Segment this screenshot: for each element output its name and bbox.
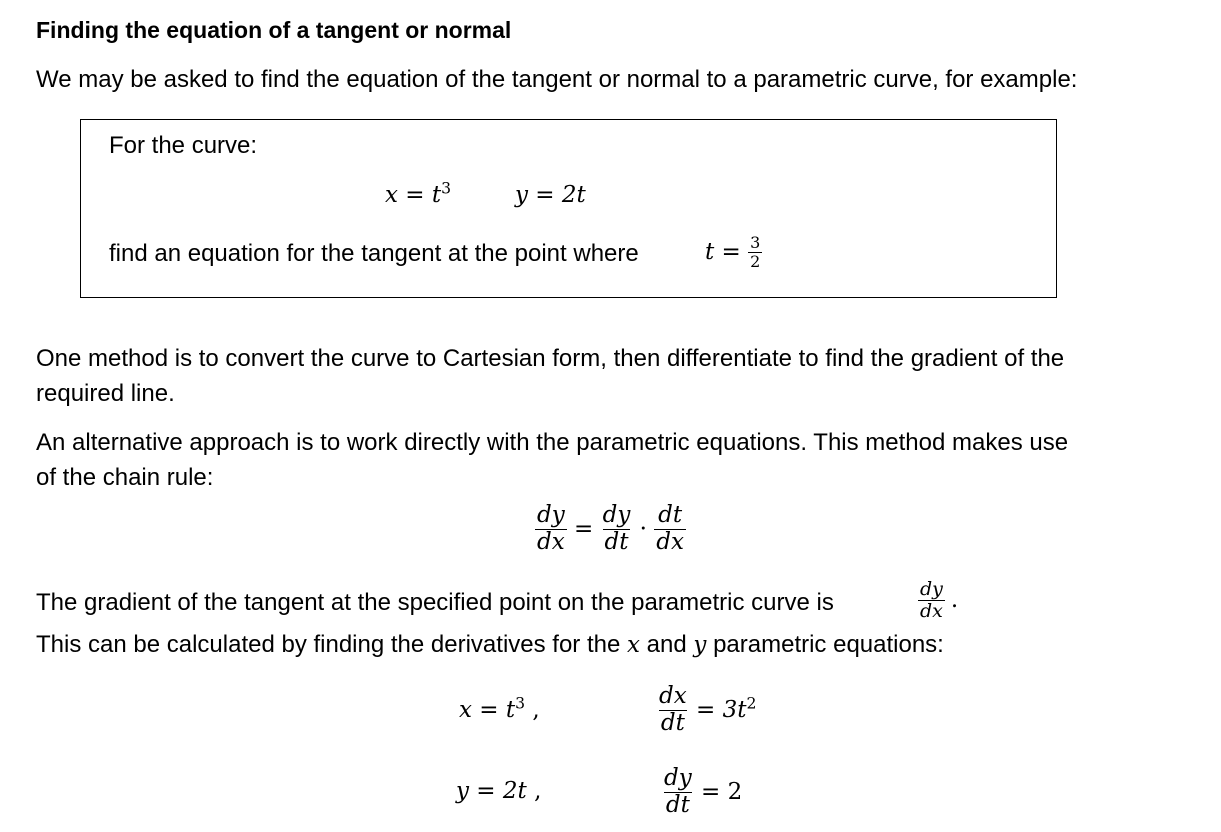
chain-rule-formula: $\frac{dy}{dx}$ = $\frac{dy}{dt}$ · $\frac{dt}{dx}$ [537,502,684,555]
dy-dx-fraction [918,579,945,622]
dxdt-value: $3t^2$ [722,693,757,723]
y-variable: y [693,632,707,658]
denominator: dt [660,709,685,736]
y-equation: y = 2t , [456,778,542,804]
denominator: dx [656,528,684,555]
x-variable: x [385,182,398,208]
y-variable: y [515,182,528,208]
t-condition: t = $\frac{3}{2}$ [705,232,761,271]
t-variable: t [705,239,715,265]
derivatives-before: This can be calculated by finding the derivatives for the [36,631,621,658]
method2-line1: An alternative approach is to work directly with the parametric equations. This method makes use [36,429,1069,456]
fraction-three-halves [748,234,762,270]
numerator: dy [537,502,565,529]
numerator: dy [664,765,692,792]
numerator: dy [602,502,631,529]
numerator: 3 [750,232,761,252]
derivatives-text [36,627,944,663]
dydt-value: 2 [727,779,743,805]
dy-dt-fraction [601,503,633,555]
exponent: 3 [441,178,452,198]
denominator: 2 [750,251,761,271]
dy-dx-fraction [535,503,567,555]
x-variable: x [627,632,640,658]
denominator: dx [537,528,565,555]
example-x-equation: $x = t^3$ [385,178,452,208]
example-label: For the curve: [109,132,258,159]
t-variable: t [431,182,442,208]
method1-line1: One method is to convert the curve to Cartesian form, then differentiate to find the gradient of the [36,345,1065,372]
dt-dx-fraction [654,503,686,555]
example-y-equation: y = 2t [515,182,586,208]
t-variable: t [505,697,516,723]
numerator: dy [920,577,943,600]
denominator: dt [604,528,629,555]
y-variable: y [456,778,469,804]
y-value: 2t [502,778,527,804]
dy-dt-fraction [662,766,694,818]
x-equation: $x = t^3$ , [459,693,540,723]
dx-dt-fraction [657,684,689,736]
dxdt-equation: $\frac{dx}{dt}$ = $3t^2$ [659,683,757,736]
method2-line2: of the chain rule: [36,464,214,491]
numerator: dx [659,683,687,710]
denominator: dt [665,791,690,818]
method1-line2: required line. [36,380,175,407]
gradient-text: The gradient of the tangent at the specified point on the parametric curve is [36,589,834,616]
x-variable: x [459,697,472,723]
find-text: find an equation for the tangent at the point where [109,240,639,267]
numerator: dt [658,502,683,529]
y-value: 2t [561,182,586,208]
exponent: 3 [515,693,526,713]
derivatives-after: parametric equations: [713,631,944,658]
page-title: Finding the equation of a tangent or normal [36,17,512,43]
denominator: dx [920,599,943,622]
dydt-equation: $\frac{dy}{dt}$ = 2 [664,765,743,818]
intro-paragraph: We may be asked to find the equation of the tangent or normal to a parametric curve, for example: [36,66,1078,93]
derivatives-and: and [646,631,687,658]
gradient-fraction: $\frac{dy}{dx}$ . [920,577,959,622]
